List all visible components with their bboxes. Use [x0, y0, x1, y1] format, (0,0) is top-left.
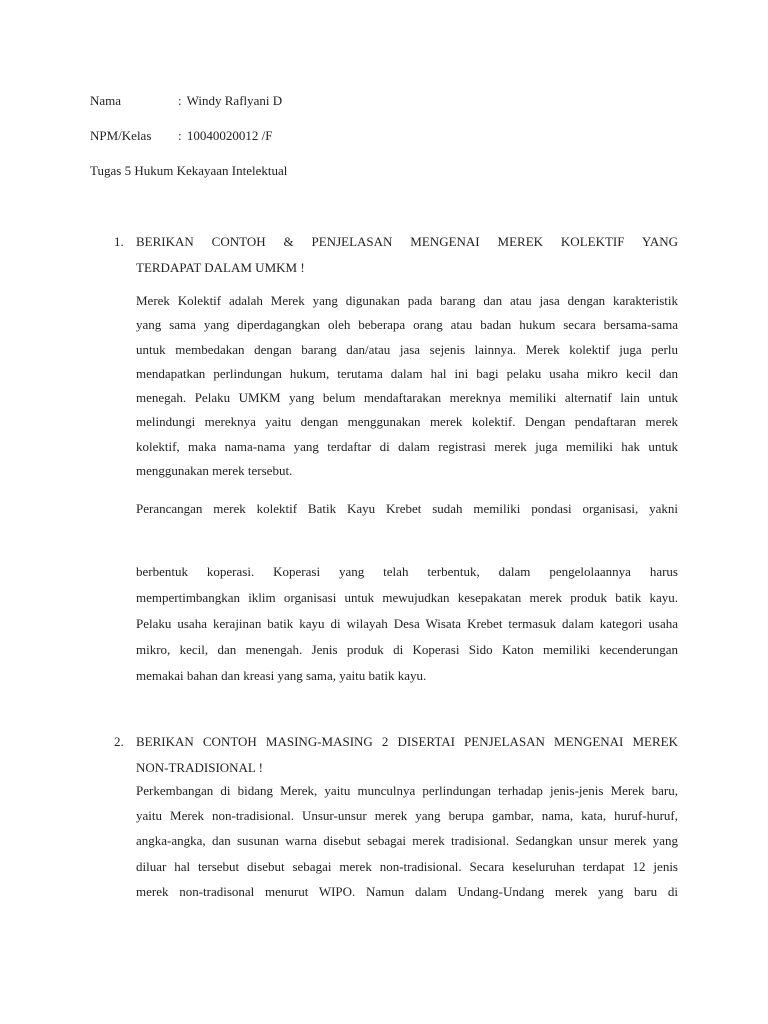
paragraph-line: Perancangan merek kolektif Batik Kayu Krebet sudah memiliki pondasi organisasi, yakni [136, 501, 678, 516]
question-1-title-line: TERDAPAT DALAM UMKM ! [136, 260, 305, 275]
question-2-paragraph-1 [136, 778, 678, 904]
question-1-title [114, 229, 678, 281]
npm-value: 10040020012 /F [186, 128, 273, 143]
question-2-title-line: BERIKAN CONTOH MASING-MASING 2 DISERTAI PENJELASAN MENGENAI MEREK [136, 734, 678, 749]
question-1-number: 1. [114, 234, 124, 249]
paragraph-line: menggunakan merek tersebut. [136, 463, 293, 479]
paragraph-line: untuk membedakan dengan barang dan/atau jasa sejenis lainnya. Merek kolektif juga perlu [136, 341, 678, 357]
question-2-number: 2. [114, 734, 124, 749]
task-title: Tugas 5 Hukum Kekayaan Intelektual [90, 163, 288, 178]
question-1-paragraph-2 [136, 497, 678, 521]
npm-label: NPM/Kelas [90, 128, 152, 143]
paragraph-line: Perkembangan di bidang Merek, yaitu munculnya perlindungan terhadap jenis-jenis Merek baru, [136, 783, 678, 798]
paragraph-line: yaitu Merek non-tradisional. Unsur-unsur merek yang berupa gambar, nama, kata, huruf-huruf, [136, 808, 678, 824]
paragraph-line: angka-angka, dan susunan warna disebut sebagai merek tradisional. Sedangkan unsur merek yang [136, 833, 678, 849]
paragraph-line: kolektif, maka nama-nama yang terdaftar di dalam registrasi merek juga memiliki hak untuk [136, 438, 678, 454]
paragraph-line: berbentuk koperasi. Koperasi yang telah terbentuk, dalam pengelolaannya harus [136, 564, 678, 579]
name-colon: : [178, 93, 182, 108]
paragraph-line: Merek Kolektif adalah Merek yang digunakan pada barang dan atau jasa dengan karakteristik [136, 293, 678, 308]
paragraph-line: Pelaku usaha kerajinan batik kayu di wilayah Desa Wisata Krebet termasuk dalam kategori usaha [136, 616, 678, 631]
header-name-row [90, 93, 282, 109]
paragraph-line: memakai bahan dan kreasi yang sama, yaitu batik kayu. [136, 668, 427, 683]
npm-colon: : [178, 128, 182, 143]
name-value: Windy Raflyani D [186, 93, 283, 108]
paragraph-line: yang sama yang diperdagangkan oleh beberapa orang atau badan hukum secara bersama-sama [136, 317, 678, 333]
paragraph-line: menegah. Pelaku UMKM yang belum mendaftarakan mereknya memiliki alternatif lain untuk [136, 390, 678, 406]
name-label: Nama [90, 93, 122, 108]
question-1-title-line: BERIKAN CONTOH & PENJELASAN MENGENAI MEREK KOLEKTIF YANG [136, 234, 678, 249]
header-npm-row [90, 128, 272, 144]
paragraph-line: merek non-tradisonal menurut WIPO. Namun dalam Undang-Undang merek yang baru di [136, 883, 678, 899]
paragraph-line: diluar hal tersebut disebut sebagai merek non-tradisional. Secara keseluruhan terdapat 12 jenis [136, 858, 678, 874]
paragraph-line: mempertimbangkan iklim organisasi untuk mewujudkan kesepakatan merek produk batik kayu. [136, 590, 678, 605]
question-2-title [114, 729, 678, 781]
paragraph-line: mikro, kecil, dan menengah. Jenis produk di Koperasi Sido Katon memiliki kecenderungan [136, 642, 678, 657]
paragraph-line: mendapatkan perlindungan hukum, terutama dalam hal ini bagi pelaku usaha mikro kecil dan [136, 365, 678, 381]
question-2-title-line: NON-TRADISIONAL ! [136, 760, 263, 775]
question-1-paragraph-1 [136, 289, 678, 483]
paragraph-line: melindungi mereknya yaitu dengan menggunakan merek kolektif. Dengan pendaftaran merek [136, 414, 678, 430]
question-1-paragraph-3 [136, 559, 678, 689]
